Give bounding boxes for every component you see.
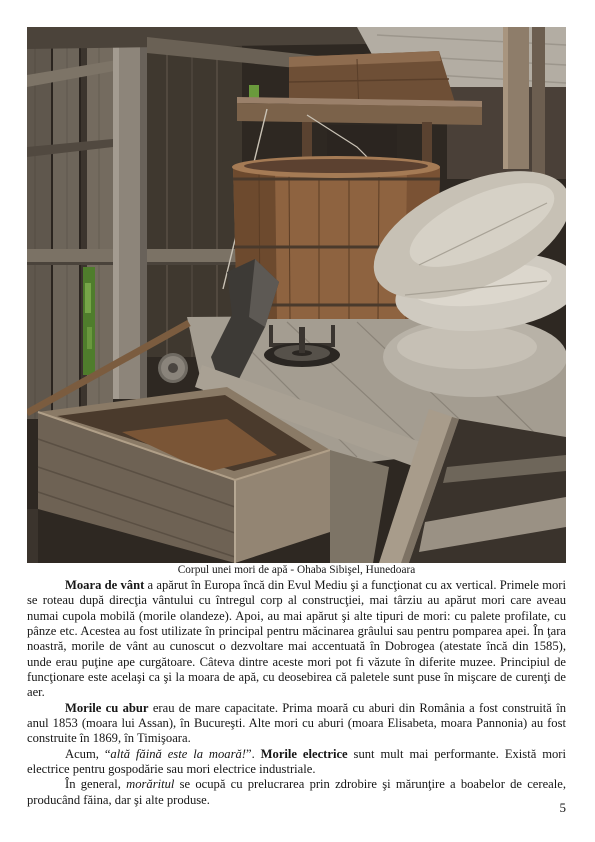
page-number: 5 [559, 800, 566, 815]
paragraph-text: se ocupă cu prelucrarea prin zdrobire şi mărunţire a boabelor de cereale, producând făina, dar şi alte produse. [27, 777, 566, 807]
quote-saying: altă făină este la moară! [110, 746, 246, 761]
paragraph-text: Acum, “ [65, 746, 111, 761]
paragraph-steam-mills [27, 701, 566, 747]
paragraph-text: erau de mare capacitate. Prima moară cu aburi din România a fost construită în anul 1853 (moara lui Assan), în Bucureşti. Alte mori cu aburi (moara Elisabeta, moara Pannonia) au fost construite în 1869, în Timişoara. [27, 700, 566, 746]
term-wind-mill: Moara de vânt [65, 578, 145, 592]
photo-caption: Corpul unei mori de apă - Ohaba Sibişel, Hunedoara [177, 564, 416, 576]
paragraph-text: a apărut în Europa încă din Evul Mediu şi a funcţionat cu ax vertical. Primele mori se roteau după direcţia vântului cu întregul corp al construcţiei, mai târziu au apărut mori care aveau numai cupola mobilă (morile olandeze). Apoi, au mai apărut şi alte tipuri de mori: cu palete profilate, cu pânze etc. Acestea au fost utilizate în principal pentru măcinarea grâului sau pentru pomparea apei. În ţara noastră, morile de vânt au cunoscut o dezvoltare mai accentuată în Dobrogea (atestate încă din 1585), unde erau puţine ape curgătoare. Câteva dintre aceste mori pot fi văzute în diferite muzee. Principiul de funcţionare este acelaşi ca şi la moara de apă, cu deosebirea că paletele sunt puse în mişcare de curenţi de aer. [27, 578, 566, 700]
paragraph-wind-mills [27, 578, 566, 701]
vegetation-gap [83, 267, 95, 375]
water-mill-photo [27, 27, 566, 563]
term-electric-mills: Morile electrice [260, 746, 348, 761]
term-milling: morăritul [126, 777, 175, 792]
wooden-post [113, 27, 147, 399]
gear-wheel [158, 353, 188, 383]
paragraph-milling [27, 777, 566, 808]
paragraph-text: sunt mult mai performante. Există mori electrice pentru gospodărie sau mori electrice industriale. [27, 746, 566, 777]
paragraph-text: ”. [245, 746, 261, 761]
body-text [27, 578, 566, 808]
term-steam-mills: Morile cu abur [65, 700, 149, 715]
paragraph-electric-mills [27, 747, 566, 778]
paragraph-text: În general, [65, 777, 127, 792]
floor-shadow [27, 509, 38, 563]
